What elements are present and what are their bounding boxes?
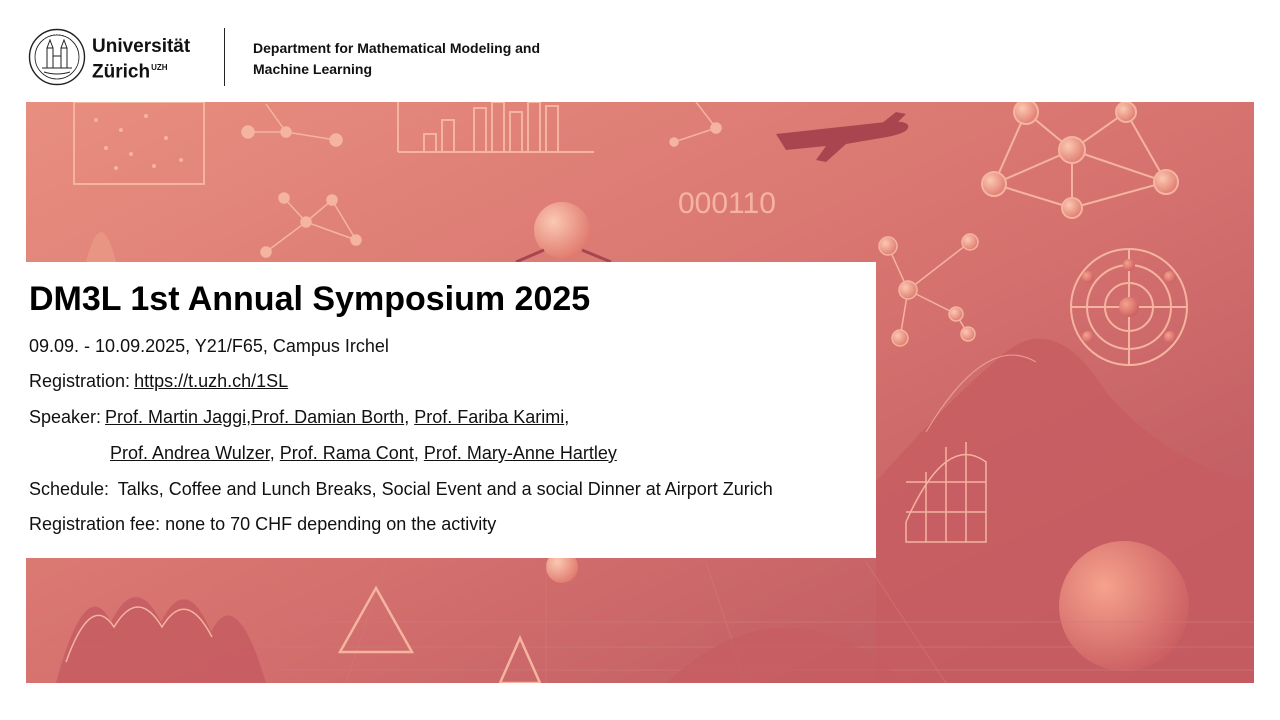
speakers-row-2: Prof. Andrea Wulzer, Prof. Rama Cont, Prof. Mary-Anne Hartley [110,443,617,463]
department-name [253,38,613,80]
header-divider [224,28,225,86]
event-info-card [26,262,876,558]
department-line1: Department for Mathematical Modeling and [253,40,541,56]
speakers-row-1: Speaker: Prof. Martin Jaggi,Prof. Damian Borth, Prof. Fariba Karimi, [29,407,570,427]
schedule-label: Schedule: [29,479,110,499]
schedule-text: Talks, Coffee and Lunch Breaks, Social Event and a social Dinner at Airport Zurich [117,479,773,499]
university-name-line1: Universität [92,36,191,57]
speaker-link-hartley[interactable]: Prof. Mary-Anne Hartley [423,443,617,463]
binary-text: 000110 [678,187,776,220]
speaker-link-wulzer[interactable]: Prof. Andrea Wulzer [110,443,270,463]
registration-row [29,371,288,392]
fee-label: Registration fee: [29,514,161,534]
university-name [92,36,190,82]
uzh-superscript: UZH [151,63,168,72]
university-name-line2 [92,57,190,82]
registration-label: Registration: [29,371,131,391]
event-title: DM3L 1st Annual Symposium 2025 [29,280,591,318]
speaker-label: Speaker: [29,407,102,427]
schedule-row [29,479,773,500]
registration-link[interactable]: https://t.uzh.ch/1SL [134,371,289,391]
university-city: Zürich [92,61,151,83]
uzh-seal-logo [28,28,86,86]
speaker-link-borth[interactable]: Prof. Damian Borth [251,407,405,427]
fee-text: none to 70 CHF depending on the activity [165,514,497,534]
speaker-link-cont[interactable]: Prof. Rama Cont [279,443,414,463]
department-line2: Machine Learning [253,61,373,77]
speaker-link-karimi[interactable]: Prof. Fariba Karimi [414,407,565,427]
event-dates-location: 09.09. - 10.09.2025, Y21/F65, Campus Irchel [29,336,389,356]
fee-row [29,514,496,535]
speaker-link-jaggi[interactable]: Prof. Martin Jaggi [105,407,247,427]
